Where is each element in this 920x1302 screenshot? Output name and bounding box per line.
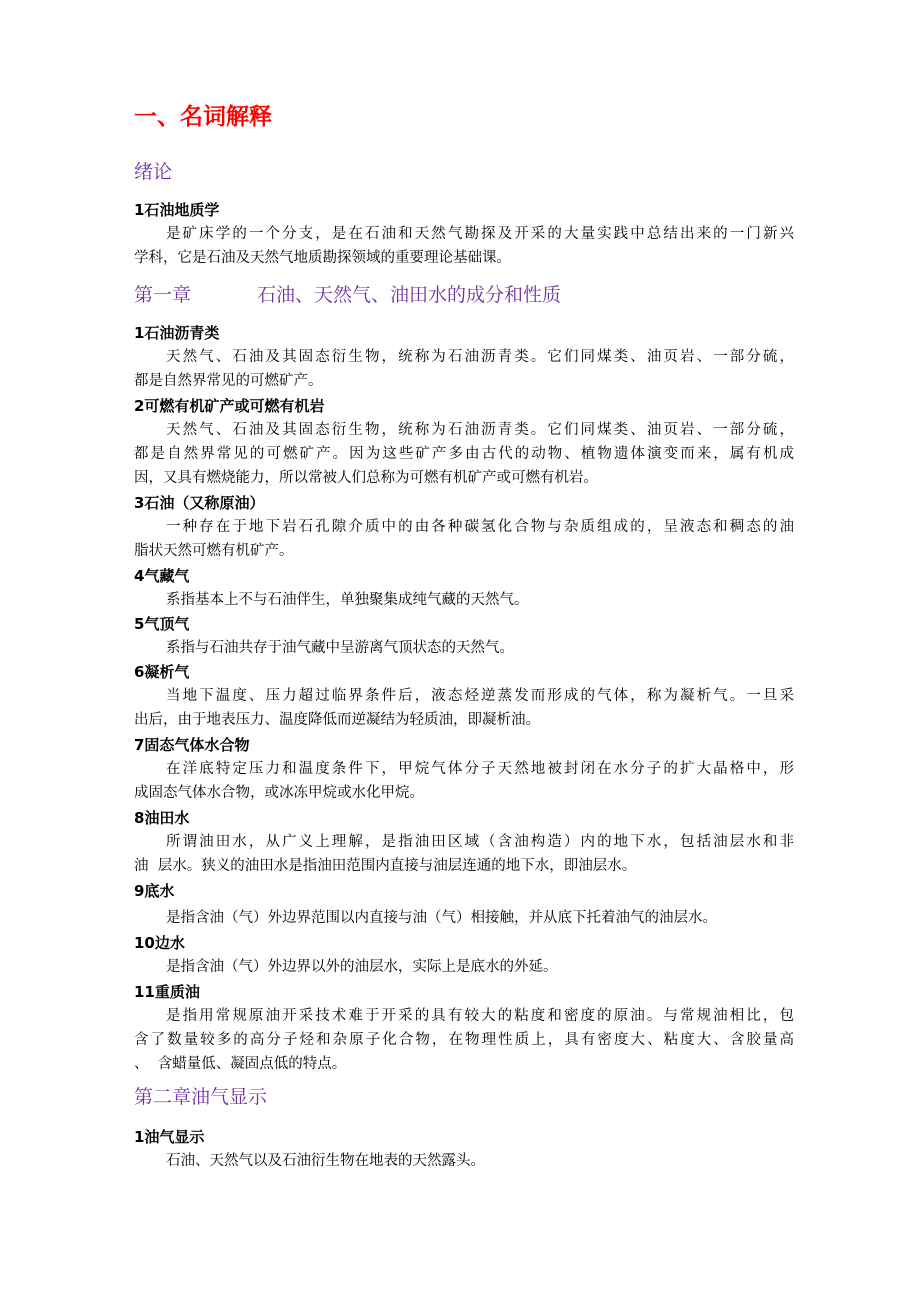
term-text-line: 出后，由于地表压力、温度降低而逆凝结为轻质油，即凝析油。: [134, 712, 540, 728]
term-text-line: 在洋底特定压力和温度条件下，甲烷气体分子天然地被封闭在水分子的扩大晶格中，形: [166, 761, 794, 777]
term-title: 1石油地质学: [134, 201, 220, 219]
term-title: 8油田水: [134, 809, 190, 827]
chapter-1-name: 石油、天然气、油田水的成分和性质: [257, 284, 562, 306]
term-title: 3石油（又称原油）: [134, 494, 265, 512]
term-text-line: 是矿床学的一个分支，是在石油和天然气勘探及开采的大量实践中总结出来的一门新兴: [166, 226, 794, 242]
term-title: 7固态气体水合物: [134, 736, 250, 754]
term-text-line: 当地下温度、压力超过临界条件后，液态烃逆蒸发而形成的气体，称为凝析气。一旦采: [166, 688, 794, 704]
term-text-line: 油 层水。狭义的油田水是指油田范围内直接与油层连通的地下水，即油层水。: [134, 858, 637, 874]
term-title: 5气顶气: [134, 615, 190, 633]
term-text-line: 脂状天然可燃有机矿产。: [134, 543, 294, 559]
section-title-chapter-2: 第二章油气显示: [134, 1086, 268, 1108]
term-title: 4气藏气: [134, 567, 190, 585]
section-title-intro: 绪论: [134, 161, 173, 183]
term-text-line: 学科，它是石油及天然气地质勘探领域的重要理论基础课。: [134, 250, 511, 266]
term-text-line: 因，又具有燃烧能力，所以常被人们总称为可燃有机矿产或可燃有机岩。: [134, 470, 598, 486]
term-text-line: 都是自然界常见的可燃矿产。: [134, 373, 323, 389]
term-title: 11重质油: [134, 983, 200, 1001]
term-text-line: 含了数量较多的高分子烃和杂原子化合物，在物理性质上，具有密度大、粘度大、含胶量高: [134, 1032, 794, 1048]
term-text-line: 是指含油（气）外边界范围以内直接与油（气）相接触，并从底下托着油气的油层水。: [166, 910, 717, 926]
term-text-line: 是指用常规原油开采技术难于开采的具有较大的粘度和密度的原油。与常规油相比，包: [166, 1008, 794, 1024]
page-heading: 一、名词解释: [134, 104, 272, 130]
term-text-line: 石油、天然气以及石油衍生物在地表的天然露头。: [166, 1153, 485, 1169]
term-text-line: 是指含油（气）外边界以外的油层水，实际上是底水的外延。: [166, 959, 558, 975]
term-title: 10边水: [134, 934, 185, 952]
term-text-line: 成固态气体水合物，或冰冻甲烷或水化甲烷。: [134, 785, 424, 801]
term-text-line: 、 含蜡量低、凝固点低的特点。: [134, 1056, 347, 1072]
term-text-line: 一种存在于地下岩石孔隙介质中的由各种碳氢化合物与杂质组成的，呈液态和稠态的油: [166, 519, 794, 535]
term-title: 9底水: [134, 882, 175, 900]
term-title: 1石油沥青类: [134, 324, 220, 342]
term-text-line: 天然气、石油及其固态衍生物，统称为石油沥青类。它们同煤类、油页岩、一部分硫，: [166, 349, 794, 365]
term-title: 1油气显示: [134, 1128, 205, 1146]
term-title: 6凝析气: [134, 663, 190, 681]
term-text-line: 都是自然界常见的可燃矿产。因为这些矿产多由古代的动物、植物遗体演变而来，属有机成: [134, 446, 794, 462]
chapter-1-number: 第一章: [134, 284, 192, 306]
section-title-chapter-1: [134, 280, 561, 307]
term-text-line: 系指基本上不与石油伴生，单独聚集成纯气藏的天然气。: [166, 592, 529, 608]
term-title: 2可燃有机矿产或可燃有机岩: [134, 397, 325, 415]
term-text-line: 所谓油田水，从广义上理解，是指油田区域（含油构造）内的地下水，包括油层水和非: [166, 834, 794, 850]
term-text-line: 系指与石油共存于油气藏中呈游离气顶状态的天然气。: [166, 640, 514, 656]
term-text-line: 天然气、石油及其固态衍生物，统称为石油沥青类。它们同煤类、油页岩、一部分硫，: [166, 422, 794, 438]
